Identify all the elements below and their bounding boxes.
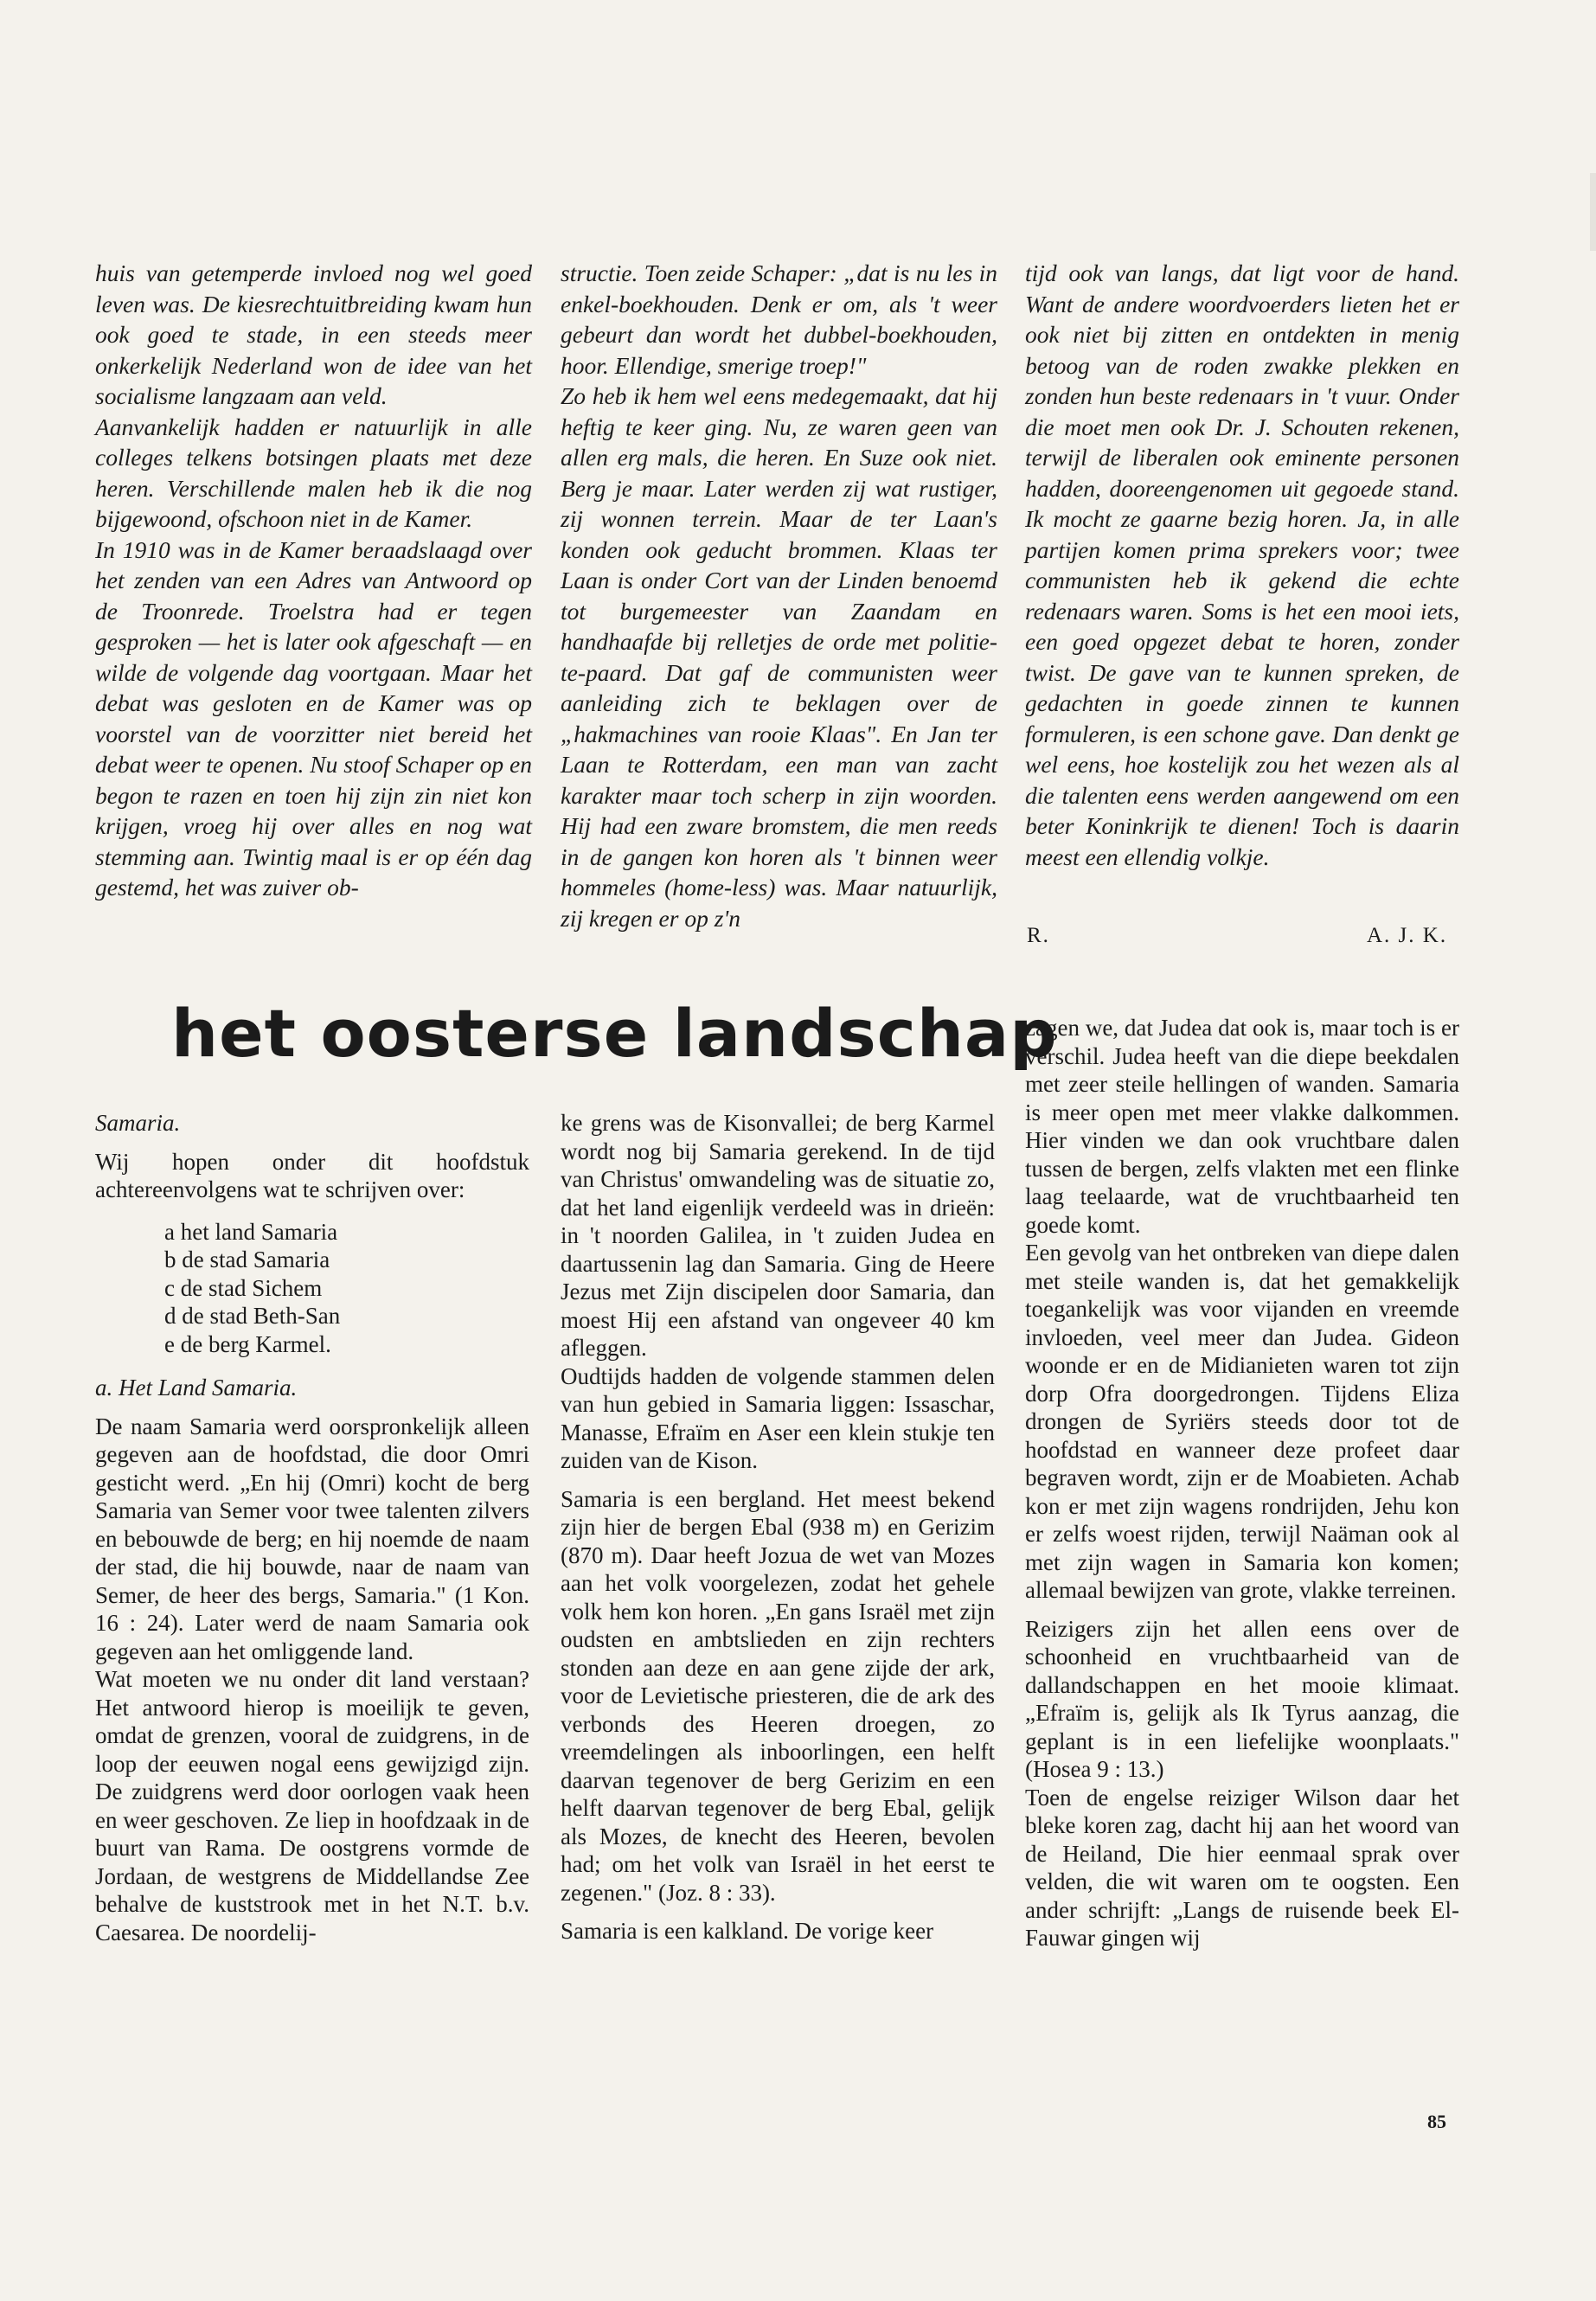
- paragraph: ke grens was de Kisonvallei; de berg Karmel wordt nog bij Samaria gerekend. In de tijd van Christus' omwandeling was de situatie zo, dat het land eigenlijk verdeeld was in drieën: in 't noorden Galilea, in 't zuiden Judea en daartussenin lag dan Samaria. Ging de Heere Jezus met Zijn discipelen door Samaria, dan moest Hij een afstand van ongeveer 40 km afleggen.: [561, 1110, 995, 1361]
- paragraph: In 1910 was in de Kamer beraadslaagd over het zenden van een Adres van Antwoord op de Troonrede. Troelstra had er tegen gesproken — het is later ook afgeschaft — en wilde de volgende dag voortgaan. Maar het debat was gesloten en de Kamer was op voorstel van de voorzitter niet bereid het debat weer te openen. Nu stoof Schaper op en begon te razen en toen hij zijn zin niet kon krijgen, vroeg hij over alles en nog wat stemming aan. Twintig maal is er op één dag gestemd, het was zuiver ob-: [95, 535, 532, 901]
- intro-paragraph: Wij hopen onder dit hoofdstuk achtereenvolgens wat te schrijven over:: [95, 1148, 529, 1202]
- list-item: a het land Samaria: [164, 1218, 338, 1245]
- paragraph: Samaria is een kalkland. De vorige keer: [561, 1918, 934, 1944]
- article-column-2: [561, 1109, 995, 1945]
- article-column-1: [95, 1109, 529, 1946]
- paragraph: Toen de engelse reiziger Wilson daar het bleke koren zag, dacht hij aan het woord van de Heiland, Die hier eenmaal sprak over velden, die wit waren om te oogsten. Een ander schrijft: „Langs de ruisende beek El-Fauwar gingen wij: [1025, 1784, 1459, 1951]
- paragraph: Een gevolg van het ontbreken van diepe dalen met steile wanden is, dat het gemakkelijk toegankelijk was voor vijanden en vreemde invloeden, veel meer dan Judea. Gideon woonde er en de Midianieten waren tot zijn dorp Ofra doorgedrongen. Tijdens Eliza drongen de Syriërs steeds door tot de hoofdstad en wanneer deze profeet daar begraven wordt, zijn er de Moabieten. Achab kon er met zijn wagens rondrijden, Jehu kon er zelfs woest rijden, terwijl Naäman ook al met zijn wagen in Samaria kon komen; allemaal bewijzen van grote, vlakke terreinen.: [1025, 1240, 1459, 1603]
- list-item: d de stad Beth-San: [164, 1303, 341, 1329]
- paragraph: Oudtijds hadden de volgende stammen delen van hun gebied in Samaria liggen: Issaschar, Manasse, Efraïm en Aser een klein stukje ten zuiden van de Kison.: [561, 1362, 995, 1473]
- top-column-3: [1025, 258, 1459, 872]
- signature-initial-left: R.: [1027, 924, 1050, 947]
- list-item: c de stad Sichem: [164, 1274, 323, 1301]
- page-number: 85: [1427, 2111, 1446, 2132]
- scan-edge-mark: [1590, 173, 1596, 251]
- paragraph: Reizigers zijn het allen eens over de schoonheid en vruchtbaarheid van de dallandschappen en het mooie klimaat. „Efraïm is, gelijk als Ik Tyrus aanzag, die geplant is in een liefelijke woonplaats." (Hosea 9 : 13.): [1025, 1615, 1459, 1782]
- paragraph: structie. Toen zeide Schaper: „dat is nu les in enkel-boekhouden. Denk er om, als 't weer gebeurt dan wordt het dubbel-boekhouden, hoor. Ellendige, smerige troep!": [561, 260, 997, 379]
- article-column-3: [1025, 1014, 1459, 1952]
- article-title: het oosterse landschap: [171, 995, 1058, 1072]
- list-item: e de berg Karmel.: [164, 1330, 331, 1357]
- paragraph: huis van getemperde invloed nog wel goed leven was. De kiesrechtuitbreiding kwam hun ook goed te stade, in een steeds meer onkerkelijk Nederland won de idee van het socialisme langzaam aan veld.: [95, 260, 532, 409]
- paragraph: Aanvankelijk hadden er natuurlijk in alle colleges telkens botsingen plaats met deze heren. Verschillende malen heb ik die nog bijgewoond, ofschoon niet in de Kamer.: [95, 413, 532, 532]
- paragraph: Samaria is een bergland. Het meest bekend zijn hier de bergen Ebal (938 m) en Gerizim (870 m). Daar heeft Jozua de wet van Mozes aan het volk voorgelezen, zodat het gehele volk hem kon horen. „En gans Israël met zijn oudsten en ambtslieden en zijn rechters stonden aan deze en aan gene zijde der ark, voor de Levietische priesteren, die de ark des verbonds des Heeren droegen, zo vreemdelingen als inboorlingen, een helft daarvan tegenover de berg Gerizim en een helft daarvan tegenover de berg Ebal, gelijk als Mozes, de knecht des Heeren, bevolen had; om het volk van Israël in het eerst te zegenen." (Joz. 8 : 33).: [561, 1485, 995, 1906]
- list-item: b de stad Samaria: [164, 1247, 330, 1272]
- topic-list: [164, 1218, 529, 1359]
- top-column-2: [561, 258, 997, 933]
- paragraph: Zo heb ik hem wel eens medegemaakt, dat hij heftig te keer ging. Nu, ze waren geen van allen erg mals, die heren. En Suze ook niet. Berg je maar. Later werden zij wat rustiger, zij wonnen terrein. Maar de ter Laan's konden ook geducht brommen. Klaas ter Laan is onder Cort van der Linden benoemd tot burgemeester van Zaandam en handhaafde bij relletjes de orde met politie-te-paard. Dat gaf de communisten weer aanleiding zich te beklagen over de „hakmachines van rooie Klaas". En Jan ter Laan te Rotterdam, een man van zacht karakter maar toch scherp in zijn woorden. Hij had een zware bromstem, die men reeds in de gangen kon horen als 't binnen weer hommeles (home-less) was. Maar natuurlijk, zij kregen er op z'n: [561, 382, 997, 932]
- subheading: a. Het Land Samaria.: [95, 1375, 298, 1400]
- top-column-1: [95, 258, 532, 903]
- section-heading: Samaria.: [95, 1110, 181, 1136]
- paragraph: zagen we, dat Judea dat ook is, maar toch is er verschil. Judea heeft van die diepe beekdalen met zeer steile hellingen of wanden. Samaria is meer open met meer vlakke dalkommen. Hier vinden we dan ook vruchtbare dalen tussen de bergen, zelfs vlakten met een flinke laag teelaarde, wat de vruchtbaarheid ten goede komt.: [1025, 1015, 1459, 1238]
- paragraph: Wat moeten we nu onder dit land verstaan? Het antwoord hierop is moeilijk te geven, omdat de grenzen, vooral de zuidgrens, in de loop der eeuwen nogal eens gewijzigd zijn. De zuidgrens werd door oorlogen vaak heen en weer geschoven. Ze liep in hoofdzaak in de buurt van Rama. De oostgrens vormde de Jordaan, de westgrens de Middellandse Zee behalve de kuststrook met in het N.T. b.v. Caesarea. De noordelij-: [95, 1666, 529, 1945]
- paragraph: De naam Samaria werd oorspronkelijk alleen gegeven aan de hoofdstad, die door Omri gesticht werd. „En hij (Omri) kocht de berg Samaria van Semer voor twee talenten zilvers en bebouwde de berg; en hij noemde de naam der stad, die hij bouwde, naar de naam van Semer, de heer des bergs, Samaria." (1 Kon. 16 : 24). Later werd de naam Samaria ook gegeven aan het omliggende land.: [95, 1413, 529, 1664]
- signature-author: A. J. K.: [1367, 924, 1448, 947]
- paragraph: tijd ook van langs, dat ligt voor de hand. Want de andere woordvoerders lieten het er ook niet bij zitten en ontdekten in menig betoog van de roden zwakke plekken en zonden hun beste redenaars in 't vuur. Onder die moet men ook Dr. J. Schouten rekenen, terwijl de liberalen ook eminente personen hadden, dooreengenomen uit gegoede stand. Ik mocht ze gaarne bezig horen. Ja, in alle partijen komen prima sprekers voor; twee communisten heb ik gekend die echte redenaars waren. Soms is het een mooi iets, een goed opgezet debat te horen, zonder twist. De gave van te kunnen spreken, de gedachten in goede zinnen te kunnen formuleren, is een schone gave. Dan denkt ge wel eens, hoe kostelijk zou het wezen als al die talenten eens werden aangewend om een beter Koninkrijk te dienen! Toch is daarin meest een ellendig volkje.: [1025, 260, 1459, 870]
